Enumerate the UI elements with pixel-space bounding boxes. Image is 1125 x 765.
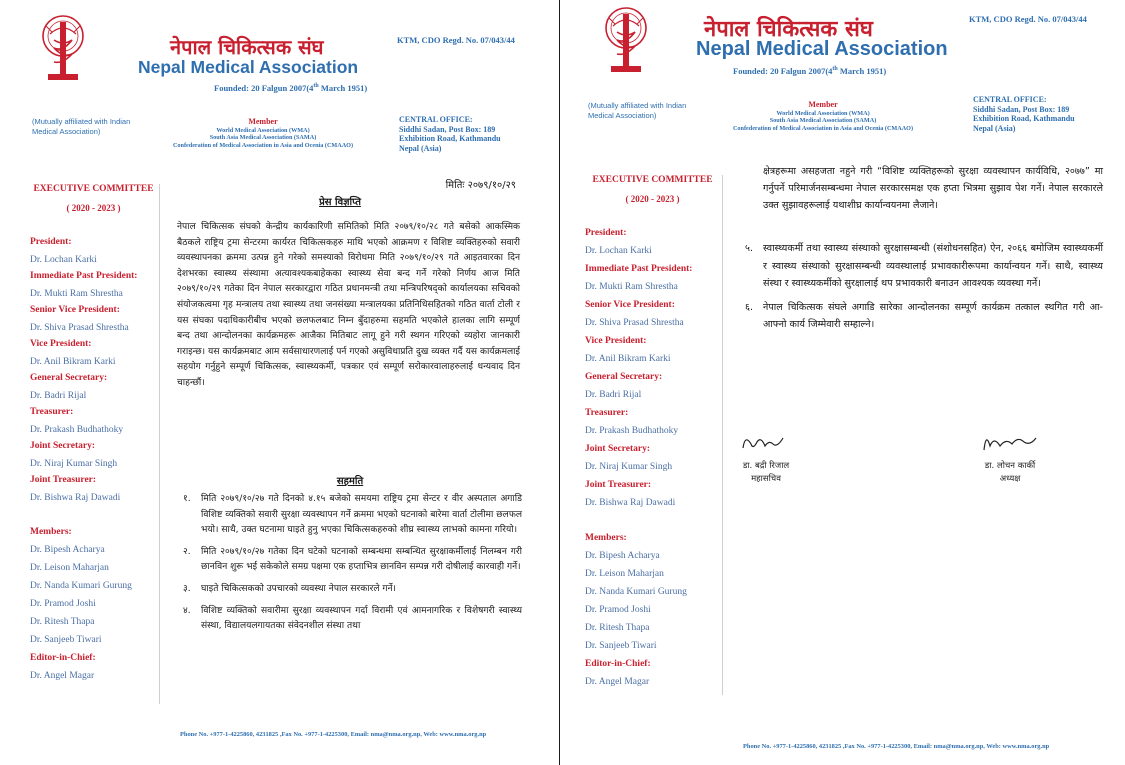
agreement-item xyxy=(177,604,522,635)
item-text: मिति २०७९/१०/२७ गतेका दिन घटेको घटनाको सम्बन्धमा सम्बन्धित सुरक्षाकर्मीलाई निलम्बन गरी छानविन शुरू भई सकेकोले समग्र पक्षमा एक हप्ताभित्र छानविन सम्पन्न गरी दोषीलाई कारवाही गर्ने। xyxy=(201,546,522,573)
item-number: ५. xyxy=(745,243,754,254)
role-general-secretary: General Secretary: xyxy=(585,372,663,382)
role-members: Members: xyxy=(585,533,627,543)
press-release-page-2 xyxy=(563,0,1125,765)
role-senior-vice-president: Senior Vice President: xyxy=(30,305,120,315)
member-name: Dr. Leison Maharjan xyxy=(30,563,109,573)
member-name: Dr. Prakash Budhathoky xyxy=(30,425,124,435)
member-name: Dr. Badri Rijal xyxy=(585,390,642,400)
org-name-english: Nepal Medical Association xyxy=(696,38,948,60)
role-editor-in-chief: Editor-in-Chief: xyxy=(30,653,96,663)
member-name: Dr. Niraj Kumar Singh xyxy=(30,459,118,469)
member-name: Dr. Bipesh Acharya xyxy=(30,545,105,555)
member-name: Dr. Ritesh Thapa xyxy=(30,617,95,627)
affiliation-note: (Mutually affiliated with Indian Medical Association) xyxy=(588,101,687,120)
item-number: १. xyxy=(183,494,191,504)
member-name: Dr. Niraj Kumar Singh xyxy=(585,462,673,472)
founded-text: Founded: 20 Falgun 2007(4 xyxy=(214,83,314,93)
member-line: World Medical Association (WMA) xyxy=(776,109,870,117)
member-name: Dr. Shiva Prasad Shrestha xyxy=(30,323,129,333)
org-name-nepali: नेपाल चिकित्सक संघ xyxy=(170,35,324,59)
item-text: मिति २०७९/१०/२७ गते दिनको ४.१५ बजेको समयमा राष्ट्रिय ट्रमा सेन्टर र वीर अस्पताल अगाडि विशिष्ट व्यक्तिको सवारी सुरक्षा व्यवस्थापन गर्ने क्रममा भएको घटनाको बारेमा वार्ता टोलीमा छलफल भयो। साथै, उक्त घटनामा घाइते हुनु भएका चिकित्सकहरुको शीघ्र स्वास्थ्य लाभको कामना गरियो। xyxy=(201,494,522,536)
committee-years: ( 2020 - 2023 ) xyxy=(66,203,121,213)
member-name: Dr. Shiva Prasad Shrestha xyxy=(585,318,684,328)
role-immediate-past-president: Immediate Past President: xyxy=(30,271,138,281)
role-vice-president: Vice President: xyxy=(30,339,92,349)
registration-number: KTM, CDO Regd. No. 07/043/44 xyxy=(969,14,1087,24)
member-name: Dr. Nanda Kumari Gurung xyxy=(30,581,132,591)
committee-list xyxy=(585,175,723,685)
role-vice-president: Vice President: xyxy=(585,336,647,346)
item-text: स्वास्थ्यकर्मी तथा स्वास्थ्य संस्थाको सुरक्षासम्बन्धी (संशोधनसहित) ऐन, २०६६ बमोजिम स्वास्थ्यकर्मी र स्वास्थ्य संस्थाको सुरक्षासम्बन्धी व्यवस्थालाई प्रभावकारीरूपमा कार्यान्वयन गर्ने। साथै, स्वास्थ्य संस्था र स्वास्थ्यकर्मीको सुरक्षालाई थप प्रभावकारी बनाउन आवश्यक व्यवस्था गर्ने। xyxy=(763,243,1103,289)
role-joint-secretary: Joint Secretary: xyxy=(30,441,95,451)
item-text: विशिष्ट व्यक्तिको सवारीमा सुरक्षा व्यवस्थापन गर्दा विरामी एवं आमनागरिक र विशेषगरी स्वास्थ्य संस्था, विद्यालयलगायतका संवेदनशील संस्था तथा xyxy=(201,605,522,632)
central-office-line: CENTRAL OFFICE: xyxy=(399,115,473,124)
member-name: Dr. Prakash Budhathoky xyxy=(585,426,679,436)
org-name-nepali: नेपाल चिकित्सक संघ xyxy=(704,17,873,42)
agreement-list-continued xyxy=(739,240,1103,334)
item-number: ३. xyxy=(183,583,191,594)
role-joint-treasurer: Joint Treasurer: xyxy=(585,480,652,490)
member-line: South Asia Medical Association (SAMA) xyxy=(769,117,877,124)
member-name: Dr. Nanda Kumari Gurung xyxy=(585,587,687,597)
role-editor-in-chief: Editor-in-Chief: xyxy=(585,659,651,669)
committee-heading: EXECUTIVE COMMITTEE xyxy=(33,184,154,194)
nma-emblem-icon xyxy=(40,14,86,86)
central-office-line: Nepal (Asia) xyxy=(973,123,1016,133)
contact-footer: Phone No. +977-1-4225860, 4231825 ,Fax No. +977-1-4225300, Email: nma@nma.org.np, Web: www.nma.org.np xyxy=(743,743,1050,750)
role-treasurer: Treasurer: xyxy=(585,408,629,418)
signatory-title: महासचिव xyxy=(751,474,781,484)
member-line: World Medical Association (WMA) xyxy=(216,126,310,134)
member-line: South Asia Medical Association (SAMA) xyxy=(209,134,317,141)
member-name: Dr. Pramod Joshi xyxy=(30,599,96,609)
central-office-line: Exhibition Road, Kathmandu xyxy=(973,114,1075,123)
agreement-item xyxy=(177,492,522,539)
central-office-line: Siddhi Sadan, Post Box: 189 xyxy=(399,124,496,134)
founded-date xyxy=(733,66,886,76)
member-name: Dr. Bipesh Acharya xyxy=(585,551,660,561)
agreement-item xyxy=(739,299,1103,334)
member-name: Dr. Sanjeeb Tiwari xyxy=(585,641,657,651)
role-members: Members: xyxy=(30,527,72,537)
nma-emblem-icon xyxy=(603,6,649,78)
role-president: President: xyxy=(585,228,627,238)
member-name: Dr. Bishwa Raj Dawadi xyxy=(30,493,121,503)
member-heading: Member xyxy=(248,117,278,126)
member-name: Dr. Sanjeeb Tiwari xyxy=(30,635,102,645)
central-office-line: Exhibition Road, Kathmandu xyxy=(399,134,501,143)
committee-heading: EXECUTIVE COMMITTEE xyxy=(592,175,713,185)
item-number: ६. xyxy=(745,301,754,313)
signatory-general-secretary xyxy=(726,460,806,486)
role-treasurer: Treasurer: xyxy=(30,407,74,417)
org-name-english: Nepal Medical Association xyxy=(138,57,359,77)
agreement-title: सहमति xyxy=(336,476,364,487)
central-office-address xyxy=(399,115,501,153)
member-name: Dr. Anil Bikram Karki xyxy=(30,357,116,367)
membership-block xyxy=(148,118,378,149)
member-name: Dr. Mukti Ram Shrestha xyxy=(585,282,678,292)
member-name: Dr. Angel Magar xyxy=(585,677,650,687)
central-office-line: Siddhi Sadan, Post Box: 189 xyxy=(973,104,1070,114)
central-office-address xyxy=(973,95,1075,133)
letter-date: मितिः २०७९/१०/२९ xyxy=(445,180,516,191)
member-name: Dr. Mukti Ram Shrestha xyxy=(30,289,123,299)
role-joint-treasurer: Joint Treasurer: xyxy=(30,475,97,485)
member-name: Dr. Badri Rijal xyxy=(30,391,87,401)
agreement-item xyxy=(739,240,1103,293)
signatory-name: डा. बद्री रिजाल xyxy=(742,461,790,471)
member-heading: Member xyxy=(808,100,838,109)
founded-sup: th xyxy=(313,83,319,90)
membership-block xyxy=(708,101,938,132)
agreement-item xyxy=(177,545,522,576)
item-text: नेपाल चिकित्सक संघले अगाडि सारेका आन्दोलनका सम्पूर्ण कार्यक्रम तत्काल स्थगित गरी आ-आफ्नो कार्य जिम्मेवारी सम्हाल्ने। xyxy=(763,301,1103,330)
central-office-line: CENTRAL OFFICE: xyxy=(973,95,1047,104)
signatory-name: डा. लोचन कार्की xyxy=(984,461,1036,471)
continuation-paragraph: क्षेत्रहरूमा असहजता नहुने गरी “विशिष्ट व्यक्तिहरूको सुरक्षा व्यवस्थापन कार्यविधि, २०७७” मा गर्नुपर्ने परिमार्जनसम्बन्धमा नेपाल सरकारसमक्ष एक हप्ता भित्रमा सुझाव पेश गर्ने। नेपाल सरकारले उक्त सुझावहरूलाई यथाशीघ्र कार्यान्वयनमा लैजाने। xyxy=(763,166,1103,211)
member-name: Dr. Anil Bikram Karki xyxy=(585,354,671,364)
agreement-item xyxy=(177,582,522,598)
item-text: घाइते चिकित्सकको उपचारको व्यवस्था नेपाल सरकारले गर्ने। xyxy=(201,583,396,594)
founded-text: Founded: 20 Falgun 2007(4 xyxy=(733,66,833,76)
committee-list xyxy=(30,184,160,694)
executive-committee-sidebar xyxy=(28,184,160,704)
member-name: Dr. Lochan Karki xyxy=(30,255,97,265)
member-name: Dr. Lochan Karki xyxy=(585,246,652,256)
press-release-title: प्रेस विज्ञप्ति xyxy=(319,197,361,208)
member-name: Dr. Bishwa Raj Dawadi xyxy=(585,498,676,508)
item-number: २. xyxy=(183,546,191,557)
role-senior-vice-president: Senior Vice President: xyxy=(585,300,675,310)
agreement-list xyxy=(177,492,522,635)
signature-president xyxy=(978,428,1048,456)
founded-tail: March 1951) xyxy=(837,66,887,76)
signatory-title: अध्यक्ष xyxy=(999,474,1021,484)
role-joint-secretary: Joint Secretary: xyxy=(585,444,650,454)
member-name: Dr. Pramod Joshi xyxy=(585,605,651,615)
founded-tail: March 1951) xyxy=(318,83,368,93)
role-immediate-past-president: Immediate Past President: xyxy=(585,264,693,274)
founded-date xyxy=(214,83,367,93)
signatory-president xyxy=(965,460,1055,486)
registration-number: KTM, CDO Regd. No. 07/043/44 xyxy=(397,35,515,45)
contact-footer: Phone No. +977-1-4225860, 4231825 ,Fax No. +977-1-4225300, Email: nma@nma.org.np, Web: www.nma.org.np xyxy=(180,731,487,738)
role-general-secretary: General Secretary: xyxy=(30,373,108,383)
member-name: Dr. Angel Magar xyxy=(30,671,95,681)
affiliation-note: (Mutually affiliated with Indian Medical Association) xyxy=(32,117,131,136)
intro-paragraph: नेपाल चिकित्सक संघको केन्द्रीय कार्यकारिणी समितिको मिति २०७९/१०/२८ गते बसेको आकस्मिक बैठकले राष्ट्रिय ट्रमा सेन्टरमा कार्यरत चिकित्सकहरु माथि भएको आक्रमण र विशिष्ट व्यक्तिहरुको सवारी व्यवस्थापनका क्रममा उत्पन्न हुने गरेको समस्याको विरोधमा मिति २०७९/१०/२९ गते आइतवारका दिन देशभरका स्वास्थ्य संस्थामा अत्यावश्यकबाहेकका स्वास्थ्य सेवा बन्द गर्ने गरेको निर्णय आज मिति २०७९/१०/२९ गतेका दिन नेपाल सरकारद्वारा गठित प्रधानमन्त्री तथा मन्त्रिपरिषद्को कार्यालयका सचिवको संयोजकत्वमा गृह मन्त्रालय तथा स्वास्थ्य तथा जनसंख्या मन्त्रालयका प्रतिनिधिसहितको गठित वार्ता टोली र यस संघका पदाधिकारीबीच भएको छलफलबाट निम्न बुँदाहरुमा सहमति भएकोले हालका लागि सम्पूर्ण बन्द तथा आन्दोलनका कार्यक्रमहरू आजैका मितिबाट लागू हुने गरी स्थगन गरिएको व्यहोरा जानकारी गराइन्छ। यस कार्यक्रमबाट आम सर्वसाधारणलाई पर्न गएको असुविधाप्रति दुख व्यक्त गर्दै यस कार्यक्रमलाई सहयोग गर्नुहुने सम्पूर्ण चिकित्सक, स्वास्थ्यकर्मी, पत्रकार एवं सम्पूर्ण सरोकारवालाहरुलाई धन्यवाद दिन चाहन्छौं। xyxy=(177,222,520,388)
signature-general-secretary xyxy=(739,428,799,454)
press-release-page-1 xyxy=(0,0,556,765)
member-line: Confederation of Medical Association in Asia and Ocenia (CMAAO) xyxy=(732,124,914,132)
central-office-line: Nepal (Asia) xyxy=(399,143,442,153)
member-line: Confederation of Medical Association in Asia and Ocenia (CMAAO) xyxy=(172,141,354,149)
founded-sup: th xyxy=(832,66,838,73)
item-number: ४. xyxy=(183,605,191,616)
executive-committee-sidebar xyxy=(583,175,723,695)
page-divider xyxy=(556,0,563,765)
member-name: Dr. Ritesh Thapa xyxy=(585,623,650,633)
member-name: Dr. Leison Maharjan xyxy=(585,569,664,579)
committee-years: ( 2020 - 2023 ) xyxy=(625,194,680,204)
role-president: President: xyxy=(30,237,72,247)
